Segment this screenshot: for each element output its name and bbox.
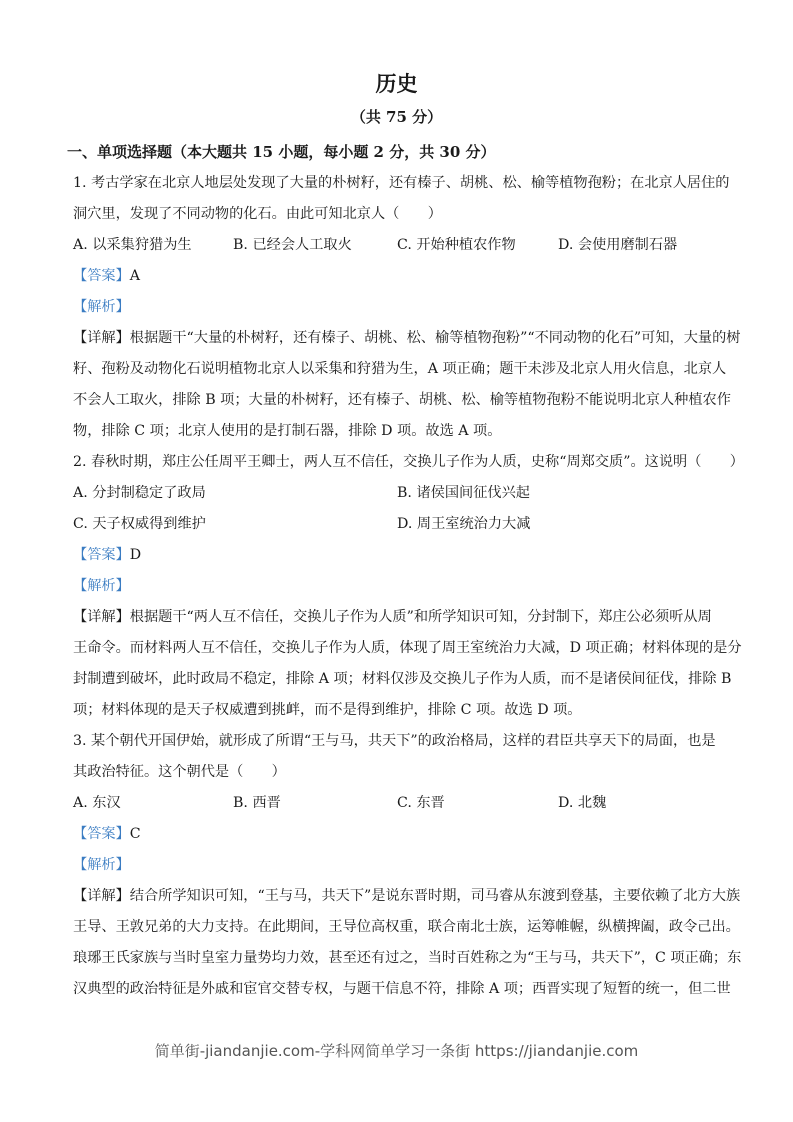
detail-text: 籽、孢粉及动物化石说明植物北京人以采集和狩猎为生，A 项正确；题干未涉及北京人用火信息，北京人 [73, 361, 727, 377]
option-c: C. 东晋 [397, 795, 445, 811]
options-row [73, 478, 733, 509]
option-c: C. 开始种植农作物 [397, 237, 516, 253]
analysis-label: 【解析】 [73, 299, 130, 315]
detail-text: 不会人工取火，排除 B 项；大量的朴树籽，还有榛子、胡桃、松、榆等植物孢粉不能说明北京人种植农作 [73, 392, 731, 408]
detail-line [73, 974, 733, 1005]
answer-line [73, 261, 733, 292]
question-stem: 2. 春秋时期，郑庄公任周平王卿士，两人互不信任，交换儿子作为人质，史称“周郑交质”。这说明（ ） [73, 454, 744, 470]
analysis-line [73, 850, 733, 881]
detail-line [73, 323, 741, 354]
option-d: D. 北魏 [558, 795, 607, 811]
detail-line [73, 664, 733, 695]
page-title: 历史 [375, 71, 418, 96]
detail-line [73, 695, 733, 726]
detail-line [73, 912, 740, 943]
detail-text: 结合所学知识可知，“王与马，共天下”是说东晋时期，司马睿从东渡到登基，主要依赖了北方大族 [129, 888, 741, 904]
section-heading: 一、单项选择题（本大题共 15 小题，每小题 2 分，共 30 分） [67, 143, 496, 161]
detail-label: 【详解】 [73, 330, 130, 346]
analysis-line [73, 571, 733, 602]
question-stem: 洞穴里，发现了不同动物的化石。由此可知北京人（ ） [73, 206, 442, 222]
answer-label: 【答案】 [73, 268, 130, 284]
detail-line [73, 354, 733, 385]
detail-text: 封制遭到破坏，此时政局不稳定，排除 A 项；材料仅涉及交换儿子作为人质，而不是诸侯间征伐，排除 B [73, 671, 732, 687]
detail-text: 根据题干“两人互不信任，交换儿子作为人质”和所学知识可知，分封制下，郑庄公必须听从周 [129, 609, 712, 625]
option-a: A. 以采集狩猎为生 [73, 237, 192, 253]
analysis-label: 【解析】 [73, 857, 130, 873]
question-stem: 1. 考古学家在北京人地层处发现了大量的朴树籽，还有榛子、胡桃、松、榆等植物孢粉；在北京人居住的 [73, 175, 730, 191]
detail-text: 琅琊王氏家族与当时皇室力量势均力效，甚至还有过之，当时百姓称之为“王与马，共天下”，C 项正确；东 [73, 950, 742, 966]
detail-line [73, 633, 742, 664]
analysis-line [73, 292, 733, 323]
detail-label: 【详解】 [73, 609, 130, 625]
option-b: B. 诸侯国间征伐兴起 [397, 485, 530, 501]
options-row [73, 230, 733, 261]
answer-line [73, 819, 733, 850]
detail-text: 王命令。而材料两人互不信任，交换儿子作为人质，体现了周王室统治力大减，D 项正确；材料体现的是分 [73, 640, 742, 656]
detail-text: 物，排除 C 项；北京人使用的是打制石器，排除 D 项。故选 A 项。 [73, 423, 502, 439]
answer-line [73, 540, 733, 571]
total-score: （共 75 分） [350, 108, 443, 126]
document-body [67, 137, 744, 1005]
options-row [73, 788, 733, 819]
footer-watermark: 简单街-jiandanjie.com-学科网简单学习一条街 https://jiandanjie.com [154, 1042, 639, 1060]
detail-text: 汉典型的政治特征是外戚和宦官交替专权，与题干信息不符，排除 A 项；西晋实现了短暂的统一，但二世 [73, 981, 731, 997]
option-d: D. 周王室统治力大减 [397, 516, 531, 532]
option-c: C. 天子权威得到维护 [73, 516, 206, 532]
option-b: B. 已经会人工取火 [233, 237, 352, 253]
answer-value: A [129, 268, 141, 284]
option-d: D. 会使用磨制石器 [558, 237, 678, 253]
detail-text: 根据题干“大量的朴树籽，还有榛子、胡桃、松、榆等植物孢粉”“不同动物的化石”可知，大量的树 [129, 330, 741, 346]
detail-line [73, 602, 733, 633]
detail-label: 【详解】 [73, 888, 130, 904]
answer-label: 【答案】 [73, 826, 130, 842]
detail-text: 项；材料体现的是天子权威遭到挑衅，而不是得到维护，排除 C 项。故选 D 项。 [73, 702, 582, 718]
analysis-label: 【解析】 [73, 578, 130, 594]
detail-line [73, 943, 742, 974]
answer-value: D [129, 547, 142, 563]
detail-text: 王导、王敦兄弟的大力支持。在此期间，王导位高权重，联合南北士族，运筹帷幄，纵横捭阖，政令己出。 [73, 919, 740, 935]
option-a: A. 分封制稳定了政局 [73, 485, 206, 501]
detail-line [73, 881, 741, 912]
answer-value: C [129, 826, 141, 842]
option-b: B. 西晋 [233, 795, 281, 811]
question-stem: 其政治特征。这个朝代是（ ） [73, 764, 286, 780]
detail-line [73, 385, 733, 416]
detail-line [73, 416, 733, 447]
option-a: A. 东汉 [73, 795, 121, 811]
question-stem: 3. 某个朝代开国伊始，就形成了所谓“王与马，共天下”的政治格局，这样的君臣共享天下的局面，也是 [73, 733, 716, 749]
options-row [73, 509, 733, 540]
answer-label: 【答案】 [73, 547, 130, 563]
